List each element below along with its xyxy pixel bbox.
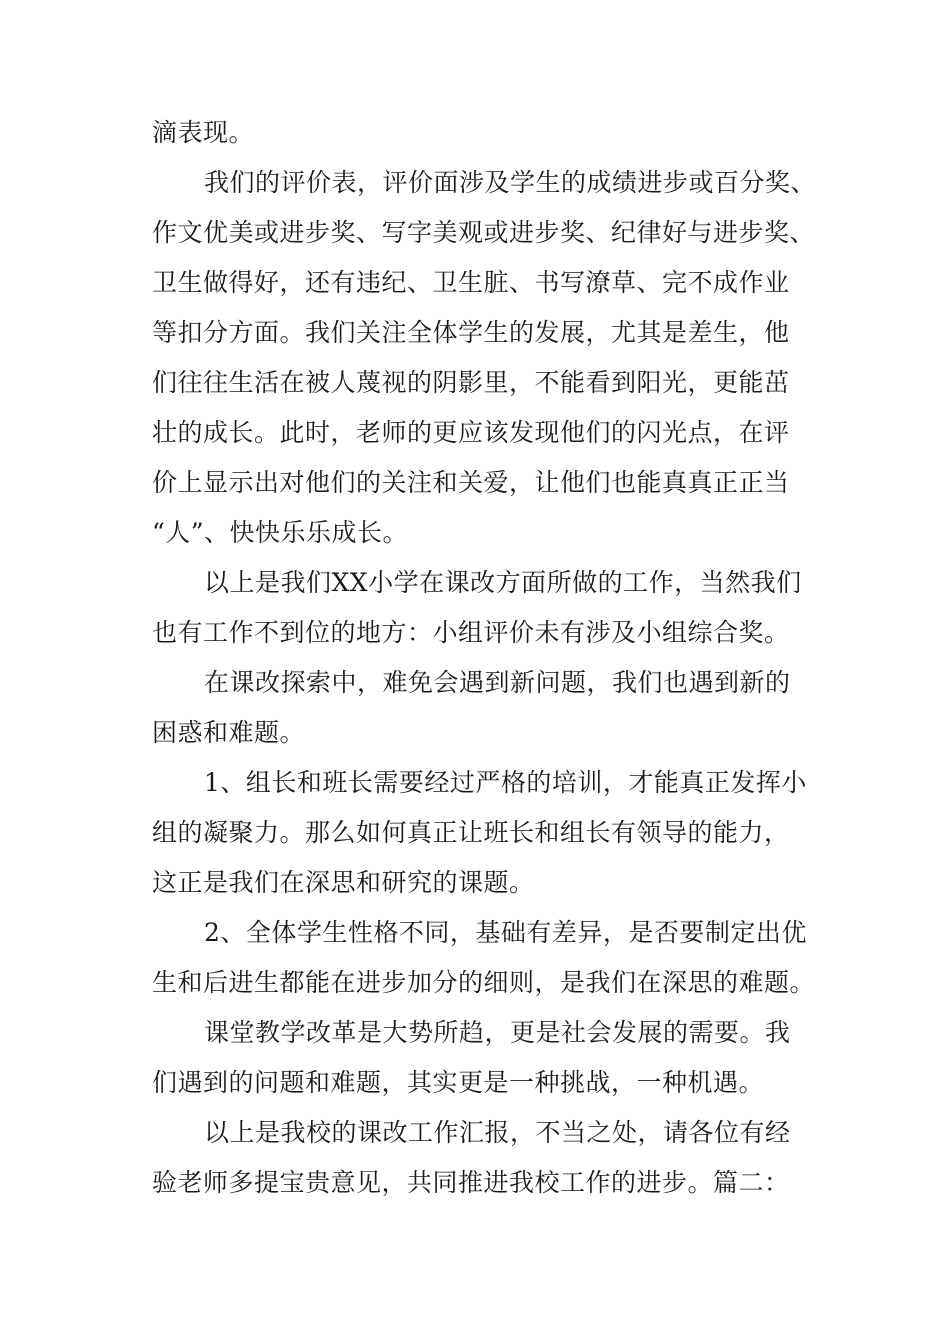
paragraph-first-line: 在课改探索中，难免会遇到新问题，我们也遇到新的: [204, 668, 791, 697]
text-line: 价上显示出对他们的关注和关爱，让他们也能真真正正当: [152, 468, 790, 497]
text-line: 作文优美或进步奖、写字美观或进步奖、纪律好与进步奖、: [152, 218, 816, 247]
text-line: 组的凝聚力。那么如何真正让班长和组长有领导的能力，: [152, 818, 790, 847]
document-body: [152, 108, 817, 1208]
text-line: 们往往生活在被人蔑视的阴影里，不能看到阳光，更能茁: [152, 368, 790, 397]
text-line: 们遇到的问题和难题，其实更是一种挑战，一种机遇。: [152, 1068, 765, 1097]
paragraph-first-line: 以上是我校的课改工作汇报，不当之处，请各位有经: [204, 1118, 791, 1147]
paragraph-first-line: 我们的评价表，评价面涉及学生的成绩进步或百分奖、: [204, 168, 817, 197]
text-line: 验老师多提宝贵意见，共同推进我校工作的进步。篇二：: [152, 1168, 790, 1197]
text-line: 这正是我们在深思和研究的课题。: [152, 868, 535, 897]
paragraph-first-line: 1、组长和班长需要经过严格的培训，才能真正发挥小: [204, 768, 807, 797]
text-line: 生和后进生都能在进步加分的细则，是我们在深思的难题。: [152, 968, 816, 997]
text-line: 也有工作不到位的地方：小组评价未有涉及小组综合奖。: [152, 618, 790, 647]
text-line: 滴表现。: [152, 118, 255, 147]
paragraph-first-line: 课堂教学改革是大势所趋，更是社会发展的需要。我: [204, 1018, 791, 1047]
text-line: 困惑和难题。: [152, 718, 306, 747]
text-line: 壮的成长。此时，老师的更应该发现他们的闪光点，在评: [152, 418, 790, 447]
paragraph-first-line: 2、全体学生性格不同，基础有差异，是否要制定出优: [204, 918, 807, 947]
text-line: 等扣分方面。我们关注全体学生的发展，尤其是差生，他: [152, 318, 790, 347]
text-line: 卫生做得好，还有违纪、卫生脏、书写潦草、完不成作业: [152, 268, 790, 297]
text-line: “人”、快快乐乐成长。: [152, 518, 409, 547]
paragraph-first-line: 以上是我们XX小学在课改方面所做的工作，当然我们: [204, 568, 802, 597]
